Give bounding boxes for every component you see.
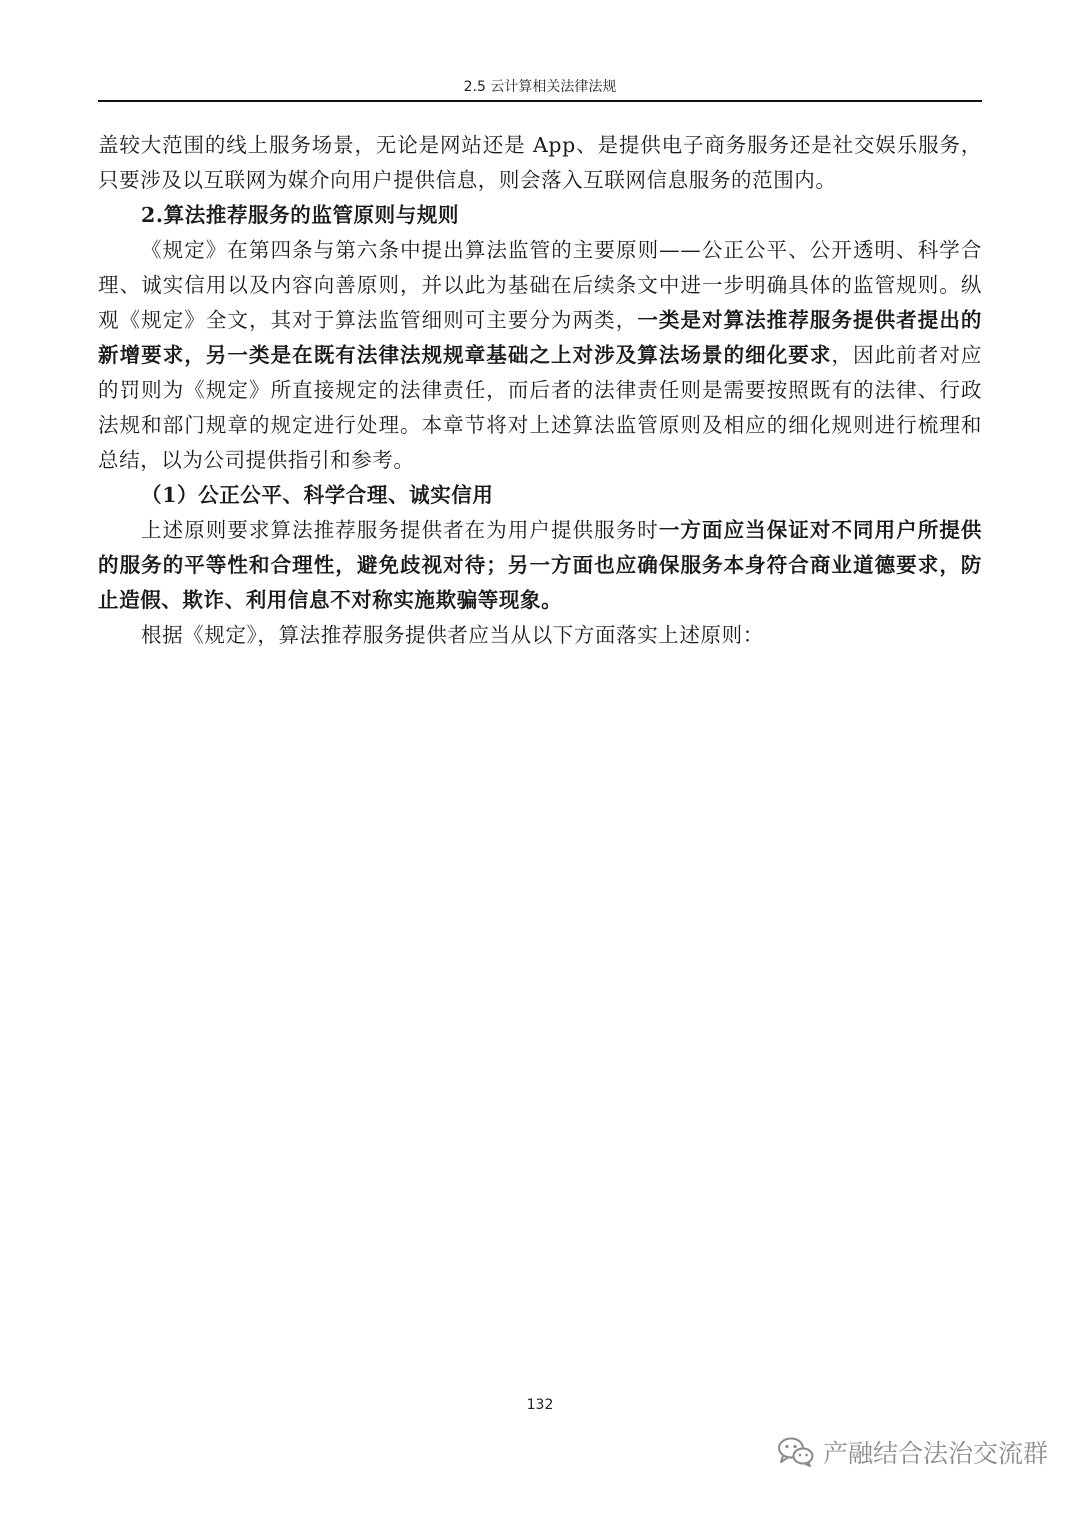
paragraph-continuation: 盖较大范围的线上服务场景，无论是网站还是 App、是提供电子商务服务还是社交娱乐服务，只要涉及以互联网为媒介向用户提供信息，则会落入互联网信息服务的范围内。 [98,133,982,192]
header-divider [98,100,982,102]
page-number: 132 [526,1397,554,1413]
wechat-icon [777,1436,815,1468]
paragraph-implementation: 根据《规定》，算法推荐服务提供者应当从以下方面落实上述原则： [141,623,764,647]
paragraph-requirements [98,513,982,618]
paragraph-principles [98,233,982,478]
section-heading: 2.算法推荐服务的监管原则与规则 [141,203,460,227]
watermark-text: 产融结合法治交流群 [822,1439,1048,1468]
paragraph-principles-bold: 一类是对算法推荐服务提供者提出的新增要求，另一类是在既有法律法规规章基础之上对涉及算法场景的细化要求 [98,308,982,367]
document-body [98,128,982,653]
wechat-watermark [777,1432,1048,1472]
paragraph-principles-text-2: ，因此前者对应的罚则为《规定》所直接规定的法律责任，而后者的法律责任则是需要按照既有的法律、行政法规和部门规章的规定进行处理。本章节将对上述算法监管原则及相应的细化规则进行梳理和总结，以为公司提供指引和参考。 [98,343,983,472]
paragraph-requirements-bold: 一方面应当保证对不同用户所提供的服务的平等性和合理性，避免歧视对待；另一方面也应确保服务本身符合商业道德要求，防止造假、欺诈、利用信息不对称实施欺骗等现象。 [98,518,982,612]
running-header: 2.5 云计算相关法律法规 [463,79,617,95]
paragraph-principles-text-1: 《规定》在第四条与第六条中提出算法监管的主要原则——公正公平、公开透明、科学合理、诚实信用以及内容向善原则，并以此为基础在后续条文中进一步明确具体的监管规则。纵观《规定》全文，其对于算法监管细则可主要分为两类， [98,238,982,332]
paragraph-requirements-text: 上述原则要求算法推荐服务提供者在为用户提供服务时 [141,518,659,542]
subsection-heading: （1）公正公平、科学合理、诚实信用 [141,483,494,507]
